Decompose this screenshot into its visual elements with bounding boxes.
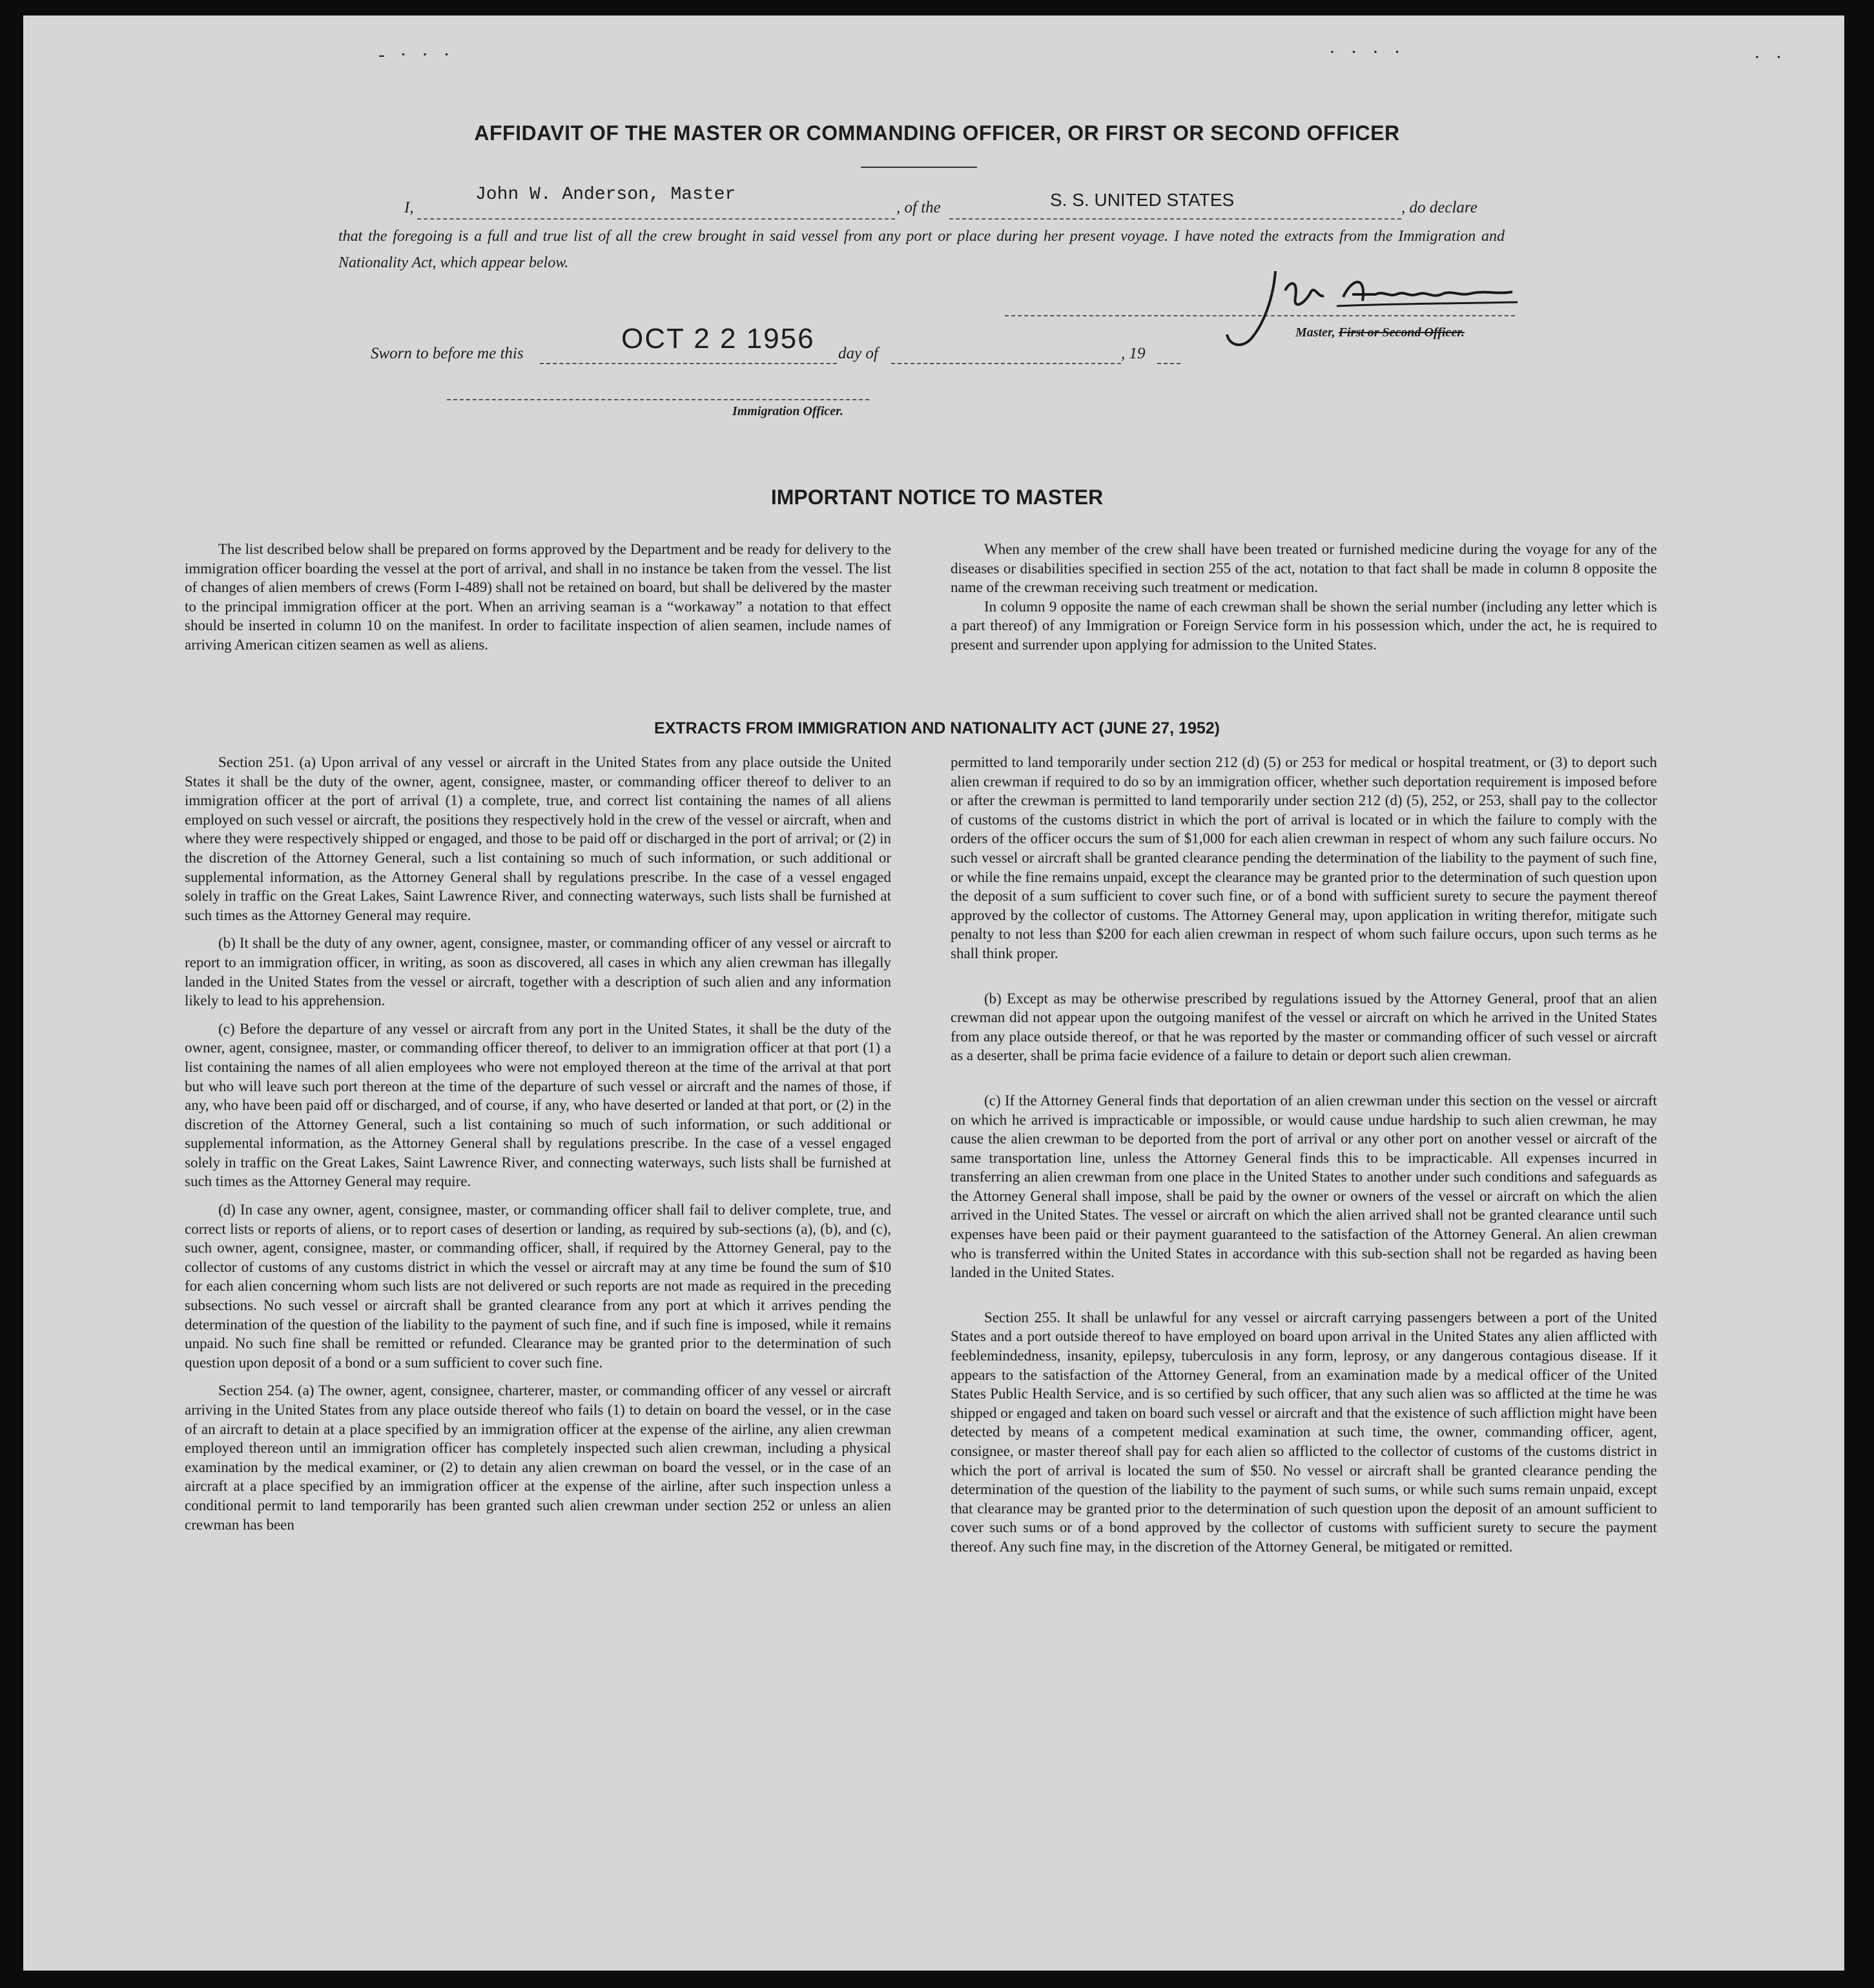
sworn-label: Sworn to before me this [371,345,524,362]
signer-title-struck: First or Second Officer. [1338,325,1465,340]
scan-specks: · · · · [1329,41,1406,63]
extracts-right-column [951,753,1657,1566]
signer-title [1295,325,1465,340]
notice-left-paragraph: The list described below shall be prepared on forms approved by the Department and be ready for delivery to the immigration officer boarding the vessel at the port of arrival, and shall in no instance be taken from the vessel. The list of changes of alien members of crews (Form I-489) shall not be retained on board, but shall be delivered by the master to the principal immigration officer at the port. When an arriving seaman is a “workaway” a notation to that effect should be inserted in column 10 on the manifest. In order to facilitate inspection of alien seamen, include names of arriving American citizen seamen as well as aliens. [185,541,891,653]
title-divider [861,167,977,168]
officer-caption: Immigration Officer. [732,404,843,418]
extracts-title: EXTRACTS FROM IMMIGRATION AND NATIONALITY ACT (JUNE 27, 1952) [654,719,1220,737]
master-name-field: John W. Anderson, Master [475,185,736,205]
notice-right-paragraph: In column 9 opposite the name of each crewman shall be shown the serial number (including any letter which is a part thereof) of any Immigration or Foreign Service form in his possession which, under the act, he is required to present and surrender upon applying for admission to the United States. [951,598,1657,653]
sworn-day-line [540,363,837,364]
vessel-name-field: S. S. UNITED STATES [1050,190,1235,210]
section-paragraph: permitted to land temporarily under section 212 (d) (5) or 253 for medical or hospital treatment, or (3) to deport such alien crewman if required to do so by an immigration officer, whether such deportation requirement is imposed before or after the crewman is permitted to land temporarily under section 212 (d) (5), 252, or 253, shall pay to the collector of customs of the customs district in which the port of arrival is located or in which the failure to comply with the orders of the officer occurs the sum of $1,000 for each alien crewman in respect of whom any such failure occurs. No such vessel or aircraft shall be granted clearance pending the determination of the liability to the payment of such fine, or while the fine remains unpaid, except the clearance may be granted prior to the determination of such question upon the deposit of a sum sufficient to cover such fine, or of a bond with sufficient surety to secure the payment thereof approved by the collector of customs. The Attorney General may, upon application in writing therefor, mitigate such penalty to not less than $200 for each alien crewman in respect of whom such failure occurs, upon such terms as he shall think proper. [951,754,1657,961]
declaration-text: that the foregoing is a full and true list of all the crew brought in said vessel from any port or place during her present voyage. I have noted the extracts from the Immigration and Nationality Act, which appear below. [338,228,1505,271]
month-line [891,363,1121,364]
vessel-line [949,218,1401,220]
section-paragraph: (b) Except as may be otherwise prescribed by regulations issued by the Attorney General, proof that an alien crewman did not appear upon the outgoing manifest of the vessel or aircraft on which he arrived in the United States from any place outside thereof, or that he was reported by the master or commanding officer of such vessel or aircraft as a deserter, shall be prima facie evidence of a failure to detain or deport such alien crewman. [951,990,1657,1064]
scan-specks: · · [1754,46,1787,68]
signer-title-master: Master, [1295,325,1335,340]
scan-specks: - · · · [378,44,455,65]
section-paragraph: (c) Before the departure of any vessel or aircraft from any port in the United States, it shall be the duty of the owner, agent, consignee, master, or commanding officer thereof, to deliver to an immigration officer at that port (1) a list containing the names of all alien employees who were not employed thereon at the time of the arrival at that port but who will leave such port thereon at the time of the departure of such vessel or aircraft and the names of those, if any, who have been paid off or discharged, and of course, if any, who have deserted or landed at that port, or (2) in the discretion of the Attorney General, such a list containing so much of such information, or such additional or supplemental information, as the Attorney General shall by regulations prescribe. In the case of a vessel engaged solely in traffic on the Great Lakes, Saint Lawrence River, and connecting waterways, such lists shall be furnished at such times as the Attorney General may require. [185,1020,891,1190]
year-line [1157,363,1180,364]
section-paragraph: (b) It shall be the duty of any owner, agent, consignee, master, or commanding officer of any vessel or aircraft to report to an immigration officer, in writing, as soon as discovered, all cases in which any alien crewman has illegally landed in the United States from the vessel or aircraft, together with a description of such alien and any information likely to lead to his apprehension. [185,935,891,1009]
section-paragraph: Section 251. (a) Upon arrival of any vessel or aircraft in the United States from any place outside the United States it shall be the duty of the owner, agent, consignee, master, or commanding officer thereof to deliver to an immigration officer at the port of arrival (1) a complete, true, and correct list containing the names of all aliens employed on such vessel or aircraft, the positions they respectively hold in the crew of the vessel or aircraft, when and where they were respectively shipped or engaged, and those to be paid off or discharged in the port of arrival; or (2) in the discretion of the Attorney General, such a list containing so much of such information, or such additional or supplemental information, as the Attorney General shall by regulations prescribe. In the case of a vessel engaged solely in traffic on the Great Lakes, Saint Lawrence River, and connecting waterways, such lists shall be furnished at such times as the Attorney General may require. [185,754,891,923]
year-label: , 19 [1121,345,1146,362]
section-paragraph: (d) In case any owner, agent, consignee, master, or commanding officer shall fail to deliver complete, true, and correct lists or reports of aliens, or to report cases of desertion or landing, as required by sub-sections (a), (b), and (c), such owner, agent, consignee, master, or commanding officer, shall, if required by the Attorney General, pay to the collector of customs of any customs district in which the vessel or aircraft may at any time be found the sum of $10 for each alien concerning whom such lists are not delivered or such reports are not made as required in the preceding subsections. No such vessel or aircraft shall be granted clearance from any port at which it arrives pending the determination of the question of the liability to the payment of such fine, and if such fine is imposed, while it remains unpaid. No such fine shall be remitted or refunded. Clearance may be granted prior to the determination of such question upon deposit of a bond or a sum sufficient to cover such fine. [185,1202,891,1371]
of-the-label: , of the [896,199,941,216]
notice-right-column [951,540,1657,655]
officer-line [447,399,869,400]
day-of-label: day of [838,345,878,362]
extracts-left-column [185,753,891,1543]
section-paragraph: Section 254. (a) The owner, agent, consignee, charterer, master, or commanding officer of any vessel or aircraft arriving in the United States from any place outside thereof who fails (1) to detain on board the vessel, or in the case of an aircraft to detain at a place specified by an immigration officer at the expense of the airline, any alien crewman employed thereon until an immigration officer has completely inspected such alien crewman, including a physical examination by the medical examiner, or (2) to detain any alien crewman on board the vessel, or in the case of an aircraft at a place specified by an immigration officer at the expense of the airline, after such inspection unless a conditional permit to land temporarily has been granted such alien crewman under section 252 or unless an alien crewman has been [185,1382,891,1533]
notice-title: IMPORTANT NOTICE TO MASTER [770,486,1104,509]
master-signature [1214,258,1524,355]
i-label: I, [404,199,414,216]
name-line [417,218,895,220]
notice-right-paragraph: When any member of the crew shall have been treated or furnished medicine during the voyage for any of the diseases or disabilities specified in section 255 of the act, notation to that fact shall be made in column 8 opposite the name of the crewman receiving such treatment or medication. [951,541,1657,596]
section-paragraph: (c) If the Attorney General finds that deportation of an alien crewman under this section on the vessel or aircraft on which he arrived is impracticable or impossible, or would cause undue hardship to such alien crewman, he may cause the alien crewman to be deported from the port of arrival or any other port on another vessel or aircraft of the same transportation line, unless the Attorney General finds this to be impracticable. All expenses incurred in transferring an alien crewman from one place in the United States to another under such conditions and safeguards as the Attorney General shall impose, shall be paid by the owner or owners of the vessel or aircraft on which the alien arrived in the United States. The vessel or aircraft on which the alien arrived shall not be granted clearance until such expenses have been paid or their payment guaranteed to the satisfaction of the Attorney General. An alien crewman who is transferred within the United States in accordance with this sub-section shall not be regarded as having been landed in the United States. [951,1092,1657,1281]
date-stamp: OCT 2 2 1956 [621,323,815,354]
affidavit-title: AFFIDAVIT OF THE MASTER OR COMMANDING OFFICER, OR FIRST OR SECOND OFFICER [474,121,1400,145]
section-paragraph: Section 255. It shall be unlawful for any vessel or aircraft carrying passengers between a port of the United States and a port outside thereof to have employed on board upon arrival in the United States any alien afflicted with feeblemindedness, insanity, epilepsy, tuberculosis in any form, leprosy, or any dangerous contagious disease. If it appears to the satisfaction of the Attorney General, from an examination made by a medical officer of the United States Public Health Service, and is so certified by such officer, that any such alien was so afflicted at the time he was shipped or engaged and taken on board such vessel or aircraft and that the existence of such affliction might have been detected by means of a competent medical examination at such time, the owner, commanding officer, agent, consignee, or master thereof shall pay for each alien so afflicted to the collector of customs of the customs district in which the port of arrival is located the sum of $50. No vessel or aircraft shall be granted clearance pending the determination of the question of the liability to the payment of such sums, or while such sums remain unpaid, except that clearance may be granted prior to the determination of such question upon the deposit of an amount sufficient to cover such sums or of a bond approved by the collector of customs with sufficient surety to secure the payment thereof. Any such fine may, in the discretion of the Attorney General, be mitigated or remitted. [951,1309,1657,1555]
do-declare-label: , do declare [1401,199,1478,216]
